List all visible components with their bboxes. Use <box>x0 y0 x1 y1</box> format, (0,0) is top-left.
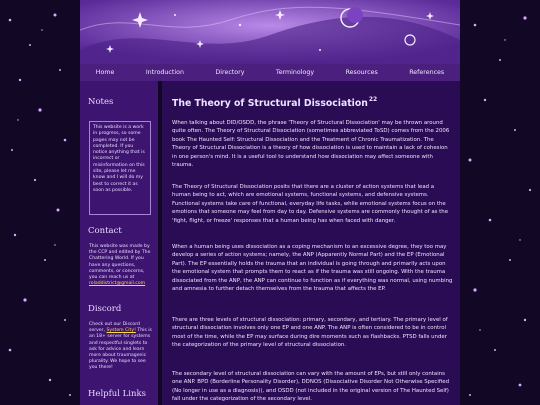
main-content <box>162 81 460 405</box>
discord-block <box>89 322 153 372</box>
helpful-links-heading: Helpful Links <box>88 389 146 399</box>
title-citation-link[interactable]: 22 <box>368 96 378 103</box>
top-navigation <box>80 64 460 81</box>
contact-text: This website was made by the CCP and edited by The Chattering World. If you have any questions, comments, or concerns, you can reach us at <box>89 244 151 281</box>
page-container <box>80 0 460 405</box>
contact-block <box>89 244 153 287</box>
paragraph-levels: There are three levels of structural dissociation: primary, secondary, and tertiary. The primary level of structural dissociation involves only one EP and one ANP. The ANP is often considered to be in control most of the time, while the EP may surface during dire moments such as flashbacks. PTSD falls under the categorization of the primary level of structural dissociation. <box>172 317 448 349</box>
notes-box <box>89 121 151 215</box>
nav-home[interactable]: Home <box>95 69 115 76</box>
nav-references[interactable]: References <box>409 69 445 76</box>
banner-illustration <box>80 0 460 64</box>
discord-text-end: This is an 18+ server for systems and respectful singlets to ask for advice and learn more about traumagenic plurality. We hope to see you there! <box>89 328 152 371</box>
page-title-text: The Theory of Structural Dissociation <box>172 98 368 109</box>
contact-email-link[interactable]: roladdistrict@gmail.com <box>89 281 146 287</box>
notes-heading: Notes <box>88 97 114 107</box>
discord-heading: Discord <box>88 304 122 314</box>
paragraph-secondary-level: The secondary level of structural dissociation can vary with the amount of EPs, but still only contains one ANP. BPD (Borderline Personality Disorder), DDNOS (Dissociative Disorder Not Otherwise Specified (No longer in use as a diagnosis)), and OSDD (not included in the original version of The Haunted Self) fall under the categorization of the secondary level. <box>172 371 450 403</box>
page-title <box>172 96 377 109</box>
nav-resources[interactable]: Resources <box>345 69 378 76</box>
contact-heading: Contact <box>88 226 122 236</box>
header-banner <box>80 0 460 64</box>
paragraph-anp-ep: When a human being uses dissociation as a coping mechanism to an excessive degree, they too may develop a series of action systems; namely, the ANP (Apparently Normal Part) and the EP (Emotional Part). The EP essentially holds the trauma that an individual is going through and primarily acts upon the emotional system that prompts them to react as if the trauma was still ongoing. With the trauma dissociated from the ANP, the ANP can continue to function as if everything was normal, using numbing and amnesia to further detach themselves from the trauma that affects the EP. <box>172 244 453 293</box>
notes-text: This website is a work in progress, so some pages may not be completed. If you notice anything that is incorrect or misinformation on this site, please let me know and I will do my best to correct it as soon as possible. <box>93 125 145 193</box>
paragraph-intro: When talking about DID/OSDD, the phrase 'Theory of Structural Dissociation' may be thrown around quite often. The Theory of Structural Dissociation (sometimes abbreviated ToSD) comes from the 2006 book The Haunted Self: Structural Dissociation and the Treatment of Chronic Traumatization. The Theory of Structural Dissociation is a theory of how dissociation is used to maintain a lack of cohesion in one person's mind. It is a useful tool to understand how dissociation may affect someone with trauma. <box>172 120 450 169</box>
sidebar <box>80 81 158 405</box>
discord-server-link[interactable]: System City! <box>106 328 136 334</box>
paragraph-action-systems: The Theory of Structural Dissociation posits that there are a cluster of action systems that lead a human being to act, which are emotional systems, functional systems, and defensive systems. Functional systems take care of functional, everyday life tasks, while emotional systems focus on the emotions that someone may feel from day to day. Defensive systems are commonly thought of as the 'fight, flight, or freeze' responses that a human being has when faced with danger. <box>172 184 449 224</box>
nav-directory[interactable]: Directory <box>215 69 245 76</box>
discord-text-start: Check out our Discord server, <box>89 322 140 334</box>
nav-terminology[interactable]: Terminology <box>275 69 315 76</box>
nav-introduction[interactable]: Introduction <box>145 69 184 76</box>
